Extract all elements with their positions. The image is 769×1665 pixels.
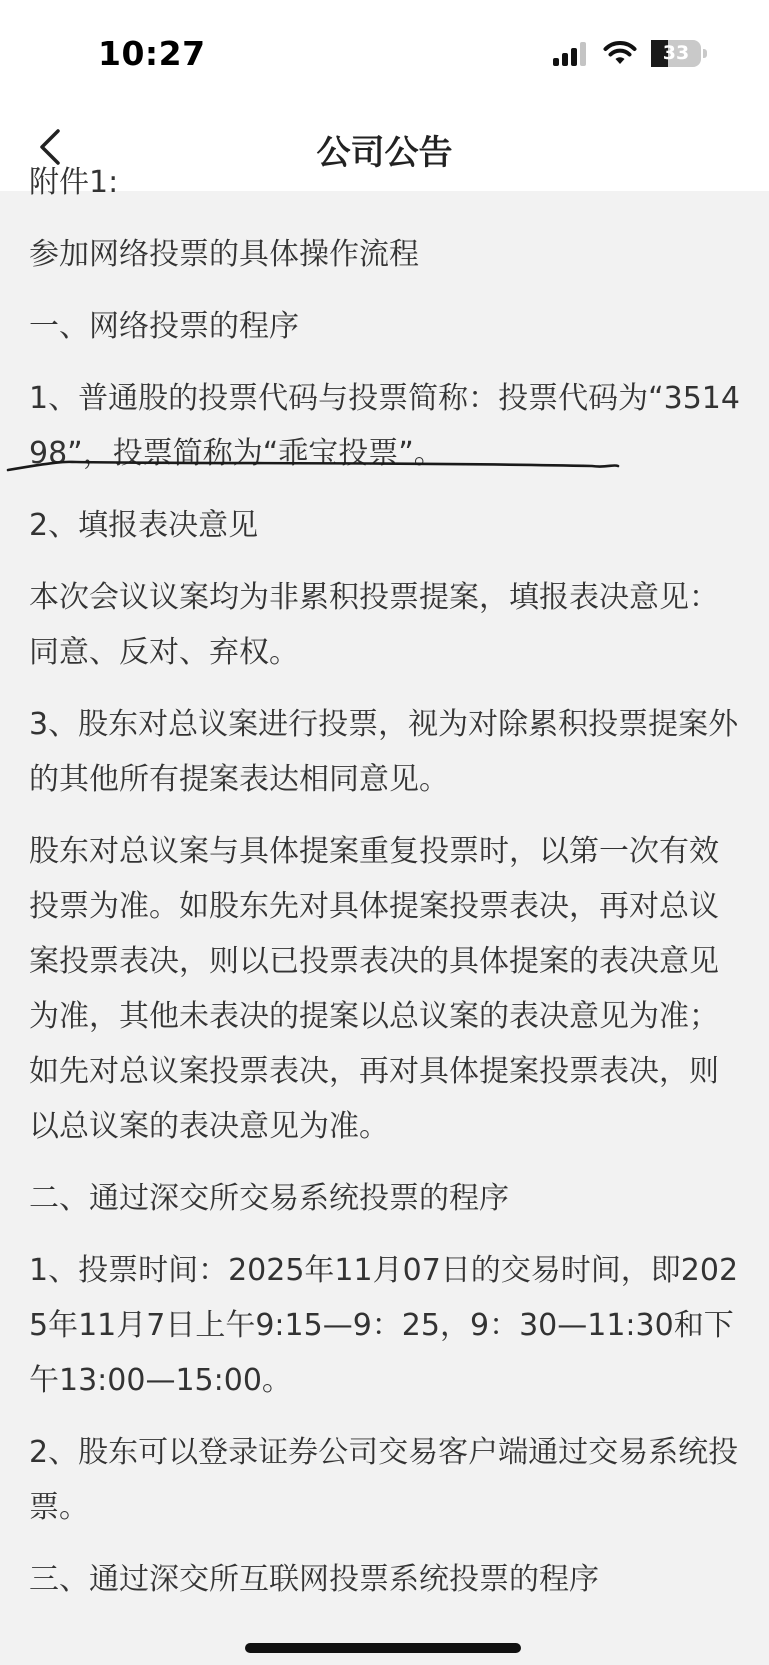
- battery-cap: [703, 49, 707, 58]
- paragraph: 一、网络投票的程序: [29, 309, 299, 344]
- battery-icon: [651, 40, 707, 67]
- battery-level: 33: [662, 42, 690, 64]
- handwritten-underline: [6, 446, 646, 486]
- wifi-icon: [603, 41, 637, 66]
- paragraph: 3、股东对总议案进行投票，视为对除累积投票提案外的其他所有提案表达相同意见。: [29, 707, 739, 797]
- status-icons: [553, 40, 707, 67]
- paragraph: 2、填报表决意见: [29, 508, 259, 543]
- home-indicator[interactable]: [245, 1643, 521, 1653]
- status-bar: [0, 0, 769, 105]
- paragraph: 三、通过深交所互联网投票系统投票的程序: [29, 1562, 599, 1597]
- announcement-article: [29, 155, 744, 1624]
- paragraph: 参加网络投票的具体操作流程: [29, 237, 419, 272]
- paragraph: 2、股东可以登录证券公司交易客户端通过交易系统投票。: [29, 1435, 739, 1525]
- announcement-content[interactable]: [0, 165, 769, 1665]
- cellular-signal-icon: [553, 42, 589, 66]
- paragraph-voting-code: 1、普通股的投票代码与投票简称：投票代码为“351498”，投票简称为“乖宝投票”。: [29, 381, 740, 471]
- partial-heading: 附件1:: [29, 165, 119, 200]
- page-title: 公司公告: [316, 133, 453, 173]
- paragraph: 二、通过深交所交易系统投票的程序: [29, 1181, 509, 1216]
- status-time: 10:27: [98, 34, 206, 73]
- paragraph: 本次会议议案均为非累积投票提案，填报表决意见：同意、反对、弃权。: [29, 580, 719, 670]
- paragraph: 1、投票时间：2025年11月07日的交易时间，即2025年11月7日上午9:15—9：25，9：30—11:30和下午13:00—15:00。: [29, 1253, 739, 1398]
- paragraph: 股东对总议案与具体提案重复投票时，以第一次有效投票为准。如股东先对具体提案投票表决，再对总议案投票表决，则以已投票表决的具体提案的表决意见为准，其他未表决的提案以总议案的表决意见为准；如先对总议案投票表决，再对具体提案投票表决，则以总议案的表决意见为准。: [29, 834, 719, 1144]
